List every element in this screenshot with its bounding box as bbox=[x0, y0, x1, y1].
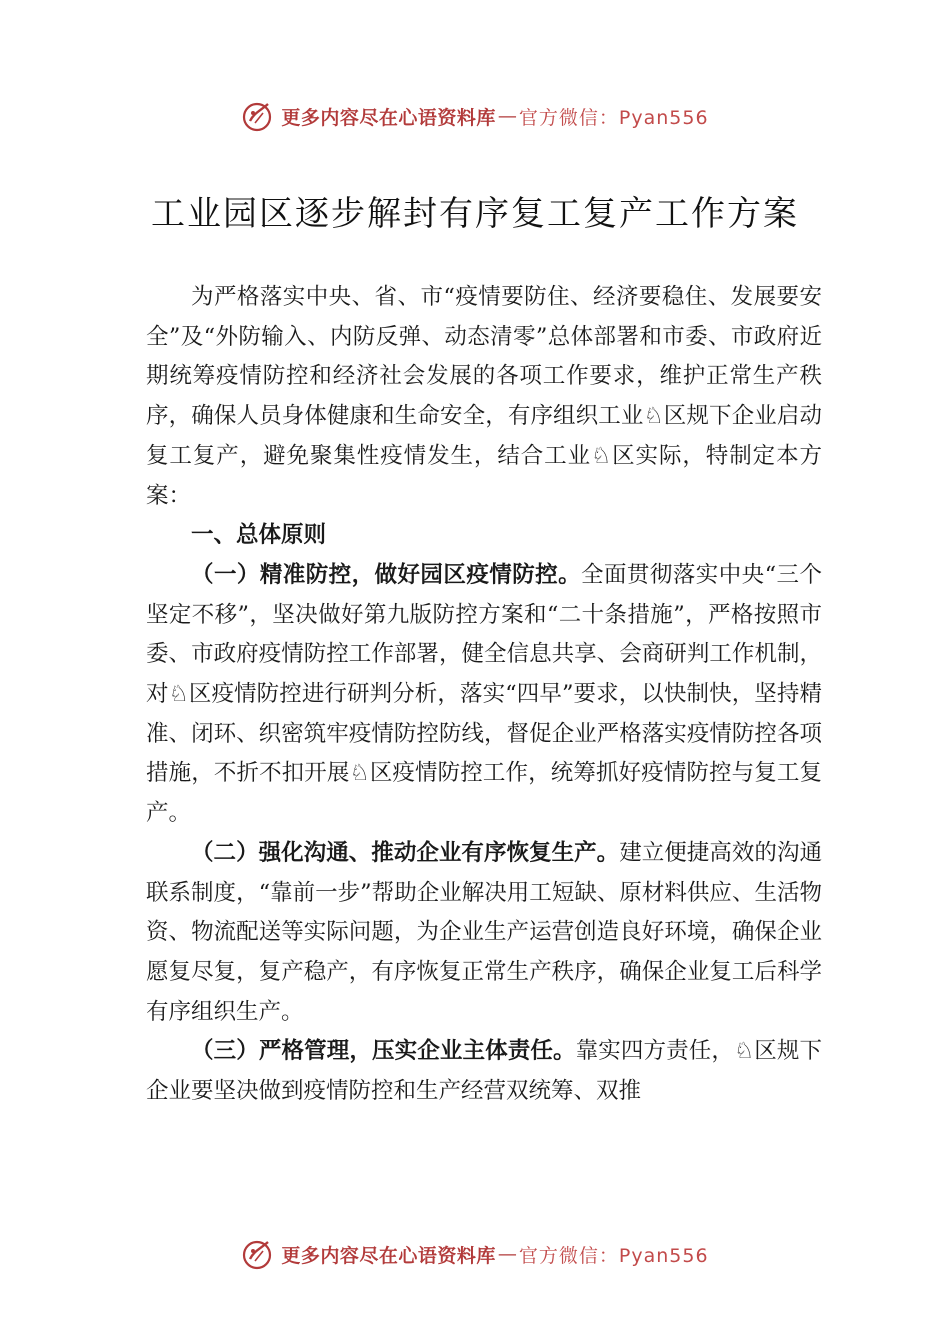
watermark-text: 更多内容尽在心语资料库 bbox=[281, 1244, 496, 1267]
principle-1-lead: （一）精准防控，做好园区疫情防控。 bbox=[191, 561, 582, 588]
watermark-dash: — bbox=[497, 105, 517, 127]
principle-3-lead: （三）严格管理，压实企业主体责任。 bbox=[191, 1038, 576, 1065]
principle-3-body: 靠实四方责任，♘区规下企业要坚决做到疫情防控和生产经营双统筹、双推 bbox=[146, 1038, 822, 1105]
principle-2-body: 建立便捷高效的沟通联系制度，“靠前一步”帮助企业解决用工短缺、原材料供应、生活物资、物流配送等实际问题，为企业生产运营创造良好环境，确保企业愿复尽复，复产稳产，有序恢复正常生产秩序，确保企业复工后科学有序组织生产。 bbox=[146, 839, 822, 1025]
principle-2-lead: （二）强化沟通、推动企业有序恢复生产。 bbox=[191, 839, 620, 866]
section-heading: 一、总体原则 bbox=[191, 522, 327, 549]
principle-1-paragraph bbox=[146, 556, 822, 834]
principle-3-paragraph bbox=[146, 1032, 822, 1111]
watermark-bottom bbox=[0, 1232, 950, 1276]
watermark-contact: 官方微信：Pyan556 bbox=[518, 106, 709, 129]
document-body bbox=[146, 278, 822, 1112]
intro-paragraph: 为严格落实中央、省、市“疫情要防住、经济要稳住、发展要安全”及“外防输入、内防反弹、动态清零”总体部署和市委、市政府近期统筹疫情防控和经济社会发展的各项工作要求，维护正常生产秩序，确保人员身体健康和生命安全，有序组织工业♘区规下企业启动复工复产，避免聚集性疫情发生，结合工业♘区实际，特制定本方案： bbox=[146, 284, 822, 509]
principle-1-body: 全面贯彻落实中央“三个坚定不移”，坚决做好第九版防控方案和“二十条措施”，严格按照市委、市政府疫情防控工作部署，健全信息共享、会商研判工作机制，对♘区疫情防控进行研判分析，落实“四早”要求，以快制快，坚持精准、闭环、织密筑牢疫情防控防线，督促企业严格落实疫情防控各项措施，不折不扣开展♘区疫情防控工作，统筹抓好疫情防控与复工复产。 bbox=[146, 561, 822, 827]
watermark-text: 更多内容尽在心语资料库 bbox=[281, 106, 496, 129]
logo-icon bbox=[241, 1237, 275, 1271]
document-title: 工业园区逐步解封有序复工复产工作方案 bbox=[151, 194, 799, 234]
watermark-top bbox=[0, 94, 950, 138]
watermark-contact: 官方微信：Pyan556 bbox=[518, 1244, 709, 1267]
principle-2-paragraph bbox=[146, 834, 822, 1033]
logo-icon bbox=[241, 99, 275, 133]
watermark-dash: — bbox=[497, 1243, 517, 1265]
